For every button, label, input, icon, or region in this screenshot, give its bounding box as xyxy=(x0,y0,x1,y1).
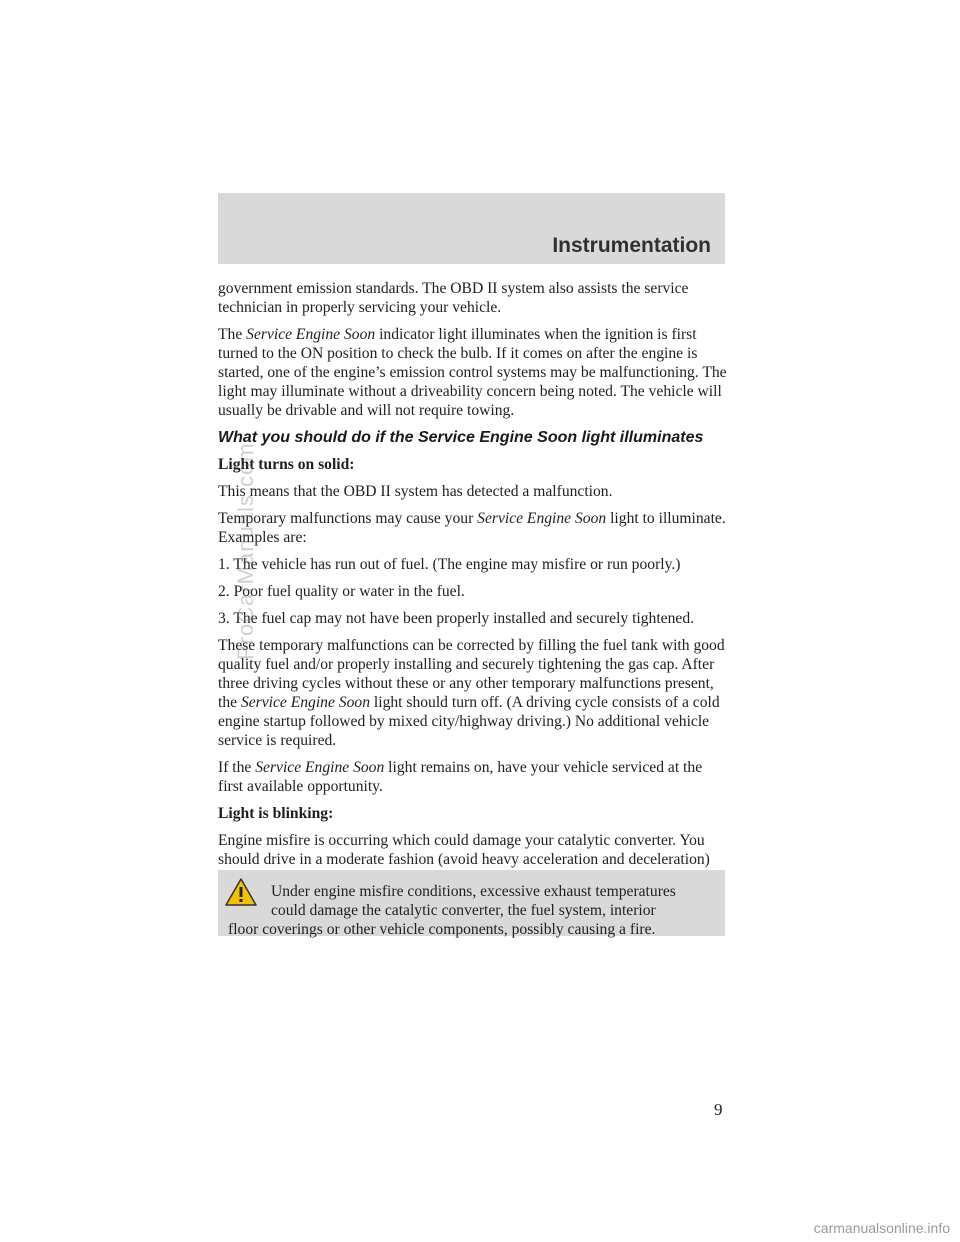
indicator-name: Service Engine Soon xyxy=(246,326,376,343)
list-item: 2. Poor fuel quality or water in the fuel. xyxy=(218,583,465,600)
indicator-name: Service Engine Soon xyxy=(255,759,385,776)
section-title: Instrumentation xyxy=(552,234,711,257)
text: The xyxy=(218,326,247,343)
warning-line: could damage the catalytic converter, the fuel system, interior xyxy=(271,902,656,919)
text: light to illuminate. Examples are: xyxy=(218,510,726,546)
footer-watermark: carmanualsonline.info xyxy=(813,1220,950,1236)
indicator-name: Service Engine Soon xyxy=(477,510,607,527)
page-body xyxy=(218,279,728,896)
text: These temporary malfunctions can be corrected by filling the fuel tank with good quality fuel and/or properly installing and securely tightening the gas cap. After three driving cycles without these or any other temporary malfunctions present, the xyxy=(218,637,725,711)
side-watermark: ProCarManuals.com xyxy=(233,442,258,660)
text: If the xyxy=(218,759,256,776)
list-item: 1. The vehicle has run out of fuel. (The engine may misfire or run poorly.) xyxy=(218,556,681,573)
text: Temporary malfunctions may cause your xyxy=(218,510,478,527)
paragraph: Engine misfire is occurring which could damage your catalytic converter. You should drive in a moderate fashion (avoid heavy acceleration and deceleration) xyxy=(218,832,710,868)
solid-light-heading: Light turns on solid: xyxy=(218,456,355,473)
list-item: 3. The fuel cap may not have been properly installed and securely tightened. xyxy=(218,610,695,627)
section-header-band xyxy=(218,193,725,264)
page-number: 9 xyxy=(714,1100,723,1119)
text: light should turn off. (A driving cycle consists of a cold engine startup followed by mixed city/highway driving.) No additional vehicle service is required. xyxy=(218,694,720,749)
text: indicator light illuminates when the ignition is first turned to the ON position to check the bulb. If it comes on after the engine is started, one of the engine’s emission control systems may be malfunctioning. The light may illuminate without a driveability concern being noted. The vehicle will usually be drivable and will not require towing. xyxy=(218,326,727,419)
paragraph xyxy=(218,509,728,547)
paragraph xyxy=(218,636,728,750)
warning-box xyxy=(218,870,725,936)
warning-triangle-icon xyxy=(224,877,258,907)
warning-line: Under engine misfire conditions, excessive exhaust temperatures xyxy=(271,883,676,900)
text: light remains on, have your vehicle serviced at the first available opportunity. xyxy=(218,759,703,795)
blinking-light-heading: Light is blinking: xyxy=(218,805,334,822)
indicator-name: Service Engine Soon xyxy=(240,694,370,711)
paragraph xyxy=(218,758,728,796)
paragraph: This means that the OBD II system has detected a malfunction. xyxy=(218,483,613,500)
paragraph: government emission standards. The OBD II system also assists the service technician in properly servicing your vehicle. xyxy=(218,280,689,316)
warning-line: floor coverings or other vehicle components, possibly causing a fire. xyxy=(228,921,656,938)
paragraph xyxy=(218,325,728,420)
subheading: What you should do if the Service Engine Soon light illuminates xyxy=(218,429,704,446)
